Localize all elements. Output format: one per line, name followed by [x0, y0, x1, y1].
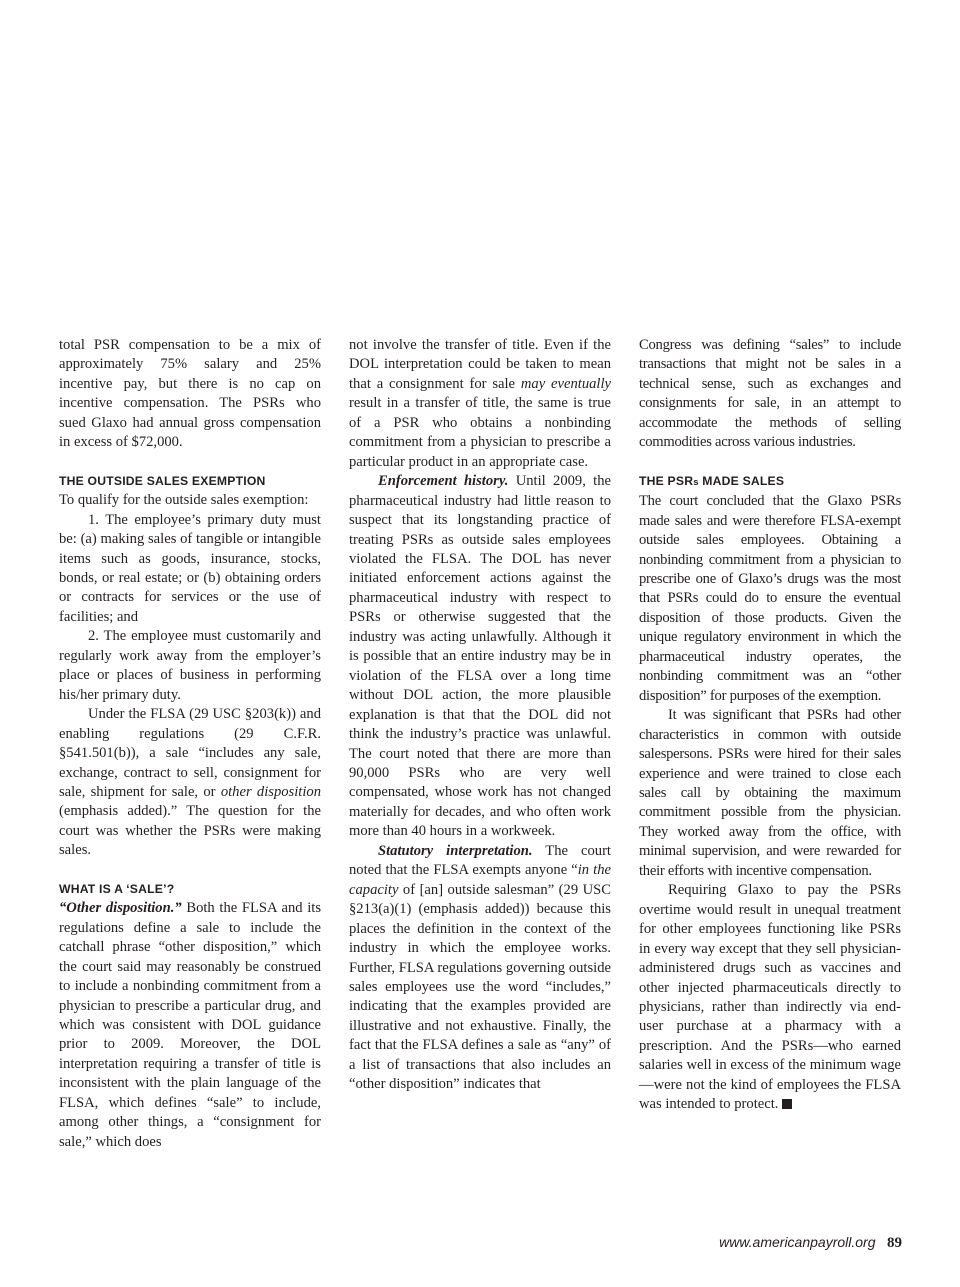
column-3 — [639, 336, 901, 1115]
emphasis-text: other disposition — [220, 783, 321, 800]
paragraph-to-qualify: To qualify for the outside sales exemption: — [59, 492, 309, 509]
paragraph-court-concluded: The court concluded that the Glaxo PSRs made sales and were therefore FLSA-exempt outside sales employees. Obtaining a nonbinding commitment from a physician to prescribe one of Glaxo’s drugs was the most that PSRs could do to ensure the eventual disposition of those products. Given the unique regulatory environment in which the pharmaceutical industry operates, the nonbinding commitment was an “other disposition” for purposes of the exemption. — [639, 493, 901, 704]
page-number: 89 — [887, 1235, 902, 1251]
heading-text: THE PSR — [639, 473, 694, 488]
heading-text-small: s — [693, 476, 699, 488]
paragraph-intro: total PSR compensation to be a mix of approximately 75% salary and 25% incentive pay, but there is no cap on incentive compensation. The PSRs who sued Glaxo had annual gross compensation in excess of $72,000. — [59, 337, 321, 451]
heading-what-is-a-sale: WHAT IS A ‘SALE’? — [59, 881, 175, 896]
text-span: result in a transfer of title, the same is true of a PSR who obtains a nonbinding commitment from a physician to prescribe a particular product in an appropriate case. — [349, 395, 611, 470]
paragraph-statutory-interpretation — [349, 842, 611, 1095]
text-span: of [an] outside salesman” (29 USC §213(a)(1) (emphasis added)) because this places the definition in the context of the industry in which the employee works. Further, FLSA regulations governing outside sales employees use the word “includes,” indicating that the examples provided are illustrative and not exhaustive. Finally, the fact that the FLSA defines a sale as “any” of a list of transactions that also includes an “other disposition” indicates that — [349, 881, 611, 1093]
text-span: Under the FLSA (29 USC §203(k)) and enabling regulations (29 C.F.R. §541.501(b)), a sale “includes any sale, exchange, contract to sell, consignment for sale, shipment for sale, or — [59, 706, 321, 800]
text-span: Until 2009, the pharmaceutical industry had little reason to suspect that its longstanding practice of treating PSRs as outside sales employees violated the FLSA. The DOL has never initiated enforcement actions against the pharmaceutical industry with respect to PSRs or otherwise suggested that the industry was acting unlawfully. Although it is possible that an entire industry may be in violation of the FLSA over a long time without DOL action, the more plausible explanation is that that the DOL did not think the industry’s practice was unlawful. The court noted that there are more than 90,000 PSRs who are very well compensated, whose work has not changed materially for decades, and who often work more than 40 hours in a workweek. — [349, 473, 611, 840]
text-span: (emphasis added).” The question for the court was whether the PSRs were making sales. — [59, 803, 321, 859]
heading-text: MADE SALES — [698, 473, 785, 488]
footer-url: www.americanpayroll.org — [719, 1234, 876, 1250]
text-span: Both the FLSA and its regulations define a sale to include the catchall phrase “other disposition,” which the court said may reasonably be construed to include a nonbinding commitment from a physician to prescribe a particular drug, and which was consistent with DOL guidance prior to 2009. Moreover, the DOL interpretation requiring a transfer of title is inconsistent with the plain language of the FLSA, which defines “sale” to include, among other things, a “consignment for sale,” which does — [59, 900, 321, 1150]
paragraph-under-flsa — [59, 705, 321, 861]
paragraph-enforcement-history — [349, 472, 611, 842]
paragraph-other-disposition — [59, 899, 321, 1152]
heading-outside-sales-exemption: THE OUTSIDE SALES EXEMPTION — [59, 473, 266, 488]
run-in-heading: Statutory interpretation. — [378, 842, 533, 859]
paragraph-item-1: 1. The employee’s primary duty must be: (a) making sales of tangible or intangible items such as goods, insurance, stocks, bonds, or real estate; or (b) obtaining orders or contracts for services or the use of facilities; and — [59, 511, 321, 625]
paragraph-requiring-glaxo — [639, 881, 901, 1114]
end-of-article-mark — [782, 1099, 792, 1109]
page-footer — [719, 1234, 902, 1252]
text-span: not involve the transfer of title. Even if the DOL interpretation could be taken to mean that a consignment for sale — [349, 337, 611, 392]
paragraph-significant: It was significant that PSRs had other characteristics in common with outside salespersons. PSRs were hired for their sales experience and were trained to close each sales call by obtaining the maximum commitment possible from the physician. They worked away from the office, with minimal supervision, and were rewarded for their efforts with incentive compensation. — [639, 707, 901, 879]
run-in-heading: Enforcement history. — [378, 473, 509, 490]
text-span: The court noted that the FLSA exempts anyone “ — [349, 842, 611, 879]
text-span: Requiring Glaxo to pay the PSRs overtime would result in unequal treatment for other employees functioning like PSRs in every way except that they sell physician-administered drugs such as vaccines and other injected pharmaceuticals directly to physicians, rather than indirectly via end-user purchase at a pharmacy with a prescription. And the PSRs—who earned salaries well in excess of the minimum wage—were not the kind of employees the FLSA was intended to protect. — [639, 882, 901, 1113]
emphasis-text: may eventually — [520, 375, 611, 392]
run-in-heading: “Other disposition.” — [59, 900, 182, 917]
column-1 — [59, 336, 321, 1152]
paragraph-continuation — [349, 336, 611, 472]
column-2 — [349, 336, 611, 1095]
paragraph-item-2: 2. The employee must customarily and regularly work away from the employer’s place or places of business in performing his/her primary duty. — [59, 628, 321, 703]
emphasis-text: in the capacity — [349, 862, 611, 898]
heading-psrs-made-sales — [639, 472, 901, 492]
paragraph-congress: Congress was defining “sales” to include transactions that might not be sales in a technical sense, such as exchanges and consignments for sale, in an attempt to accommodate the methods of selling commodities across various industries. — [639, 337, 901, 451]
